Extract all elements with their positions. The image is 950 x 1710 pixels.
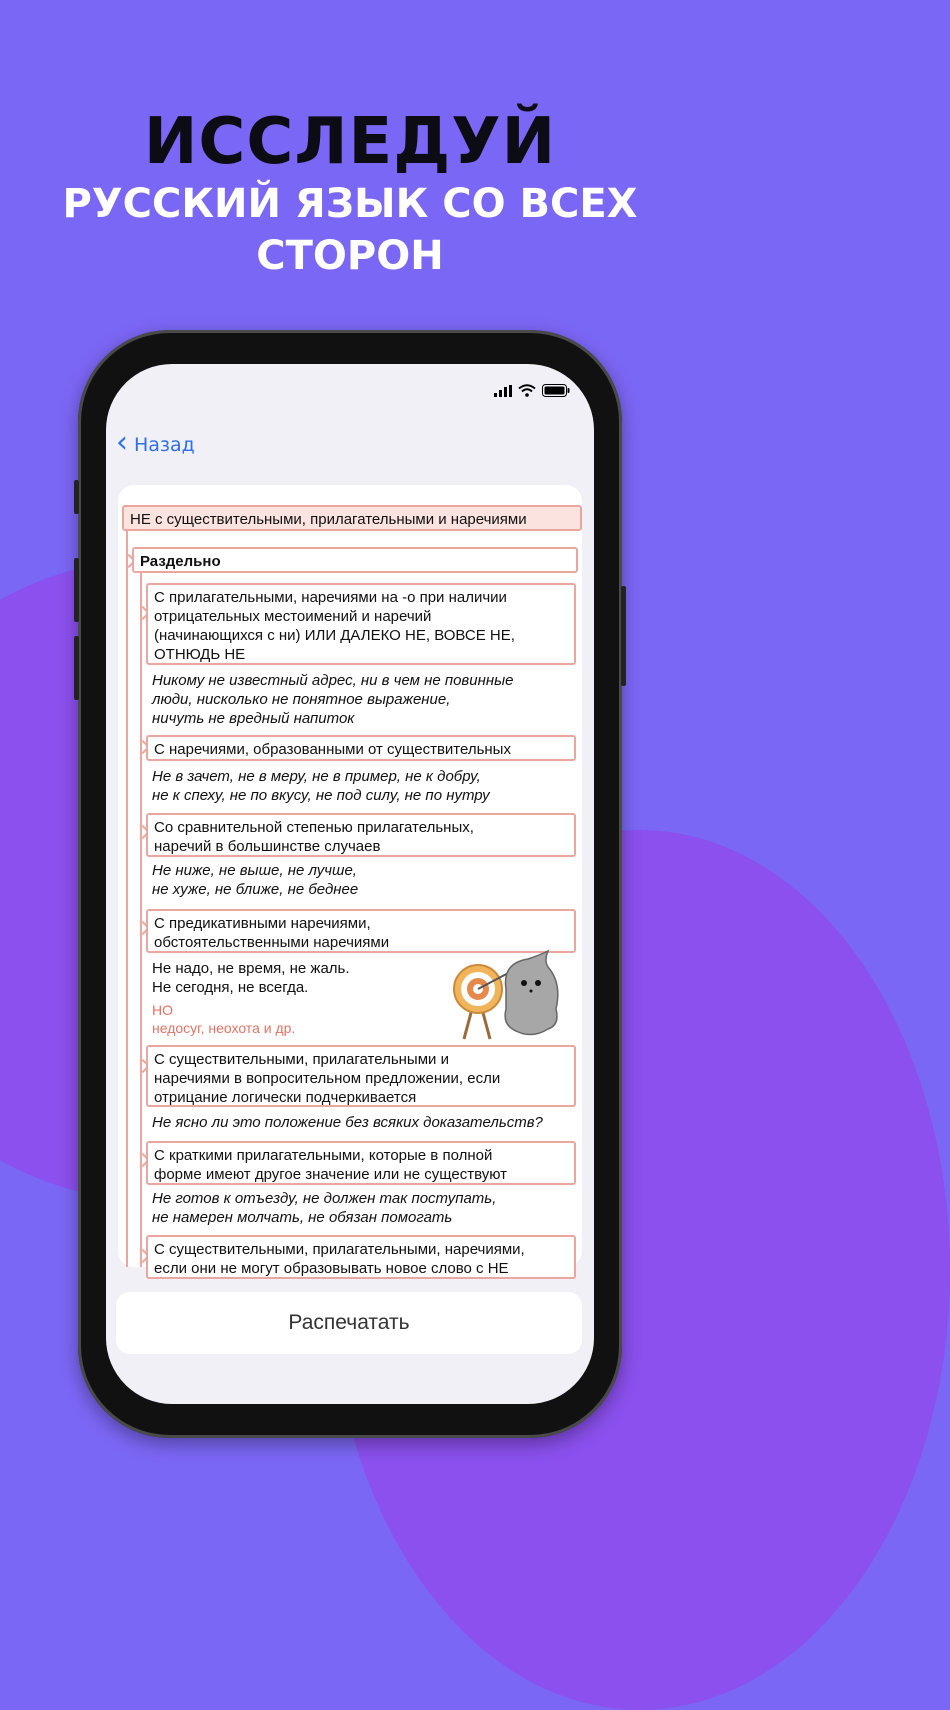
example-line: люди, нисколько не понятное выражение, [152, 691, 451, 708]
rule-example [152, 767, 572, 805]
print-button[interactable]: Распечатать [116, 1292, 582, 1354]
rule-box [146, 813, 576, 857]
status-bar [494, 384, 570, 397]
rule-box [146, 1045, 576, 1107]
back-label: Назад [134, 434, 195, 456]
phone-side-button [74, 480, 79, 514]
rule-line: С предикативными наречиями, [154, 915, 371, 932]
rule-example [152, 1113, 572, 1132]
rule-line: (начинающихся с ни) ИЛИ ДАЛЕКО НЕ, ВОВСЕ НЕ, [154, 627, 515, 644]
rule-line: наречий в большинстве случаев [154, 838, 381, 855]
rule-line: С прилагательными, наречиями на -о при наличии [154, 589, 507, 606]
phone-frame [78, 330, 622, 1438]
headline-subtitle-line2: СТОРОН [256, 233, 444, 279]
section-title: Раздельно [132, 547, 578, 573]
rule-line: если они не могут образовывать новое слово с НЕ [154, 1260, 509, 1277]
example-line: Никому не известный адрес, ни в чем не повинные [152, 672, 514, 689]
battery-icon [542, 384, 570, 397]
example-line: Не надо, не время, не жаль. [152, 960, 350, 977]
example-line: ничуть не вредный напиток [152, 710, 355, 727]
rule-line: отрицание логически подчеркивается [154, 1089, 417, 1106]
example-line: не хуже, не ближе, не беднее [152, 881, 359, 898]
rule-line: С наречиями, образованными от существительных [154, 741, 511, 758]
example-line: не к спеху, не по вкусу, не под силу, не по нутру [152, 787, 490, 804]
rule-line: отрицательных местоимений и наречий [154, 608, 432, 625]
phone-power-button [621, 586, 626, 686]
card-title: НЕ с существительными, прилагательными и наречиями [122, 505, 582, 531]
rule-box [146, 735, 576, 761]
rule-line: обстоятельственными наречиями [154, 934, 390, 951]
rule-line: С краткими прилагательными, которые в полной [154, 1147, 493, 1164]
back-button[interactable] [116, 425, 195, 460]
phone-volume-up [74, 558, 79, 622]
example-line: Не сегодня, не всегда. [152, 979, 309, 996]
rule-line: форме имеют другое значение или не существуют [154, 1166, 508, 1183]
rule-box [146, 909, 576, 953]
rule-example [152, 861, 572, 899]
headline-title: ИССЛЕДУЙ [143, 105, 557, 179]
rule-example [152, 671, 572, 728]
headline-subtitle-line1: РУССКИЙ ЯЗЫК СО ВСЕХ [62, 181, 638, 227]
rule-line: С существительными, прилагательными, наречиями, [154, 1241, 525, 1258]
exception-label: НО [152, 1002, 173, 1018]
mascot-target-illustration [452, 949, 564, 1041]
rule-line: наречиями в вопросительном предложении, если [154, 1070, 501, 1087]
rule-box [146, 1235, 576, 1279]
example-line: Не готов к отъезду, не должен так поступать, [152, 1190, 497, 1207]
wifi-icon [518, 384, 536, 397]
promo-headline [0, 104, 700, 284]
phone-volume-down [74, 636, 79, 700]
tree-line-outer [126, 525, 128, 1267]
rule-box [146, 1141, 576, 1185]
rule-box [146, 583, 576, 665]
rule-example [152, 1189, 572, 1227]
rule-line: Со сравнительной степенью прилагательных, [154, 819, 474, 836]
example-line: Не ниже, не выше, не лучше, [152, 862, 357, 879]
rule-line: С существительными, прилагательными и [154, 1051, 449, 1068]
example-line: не намерен молчать, не обязан помогать [152, 1209, 453, 1226]
rules-card[interactable] [118, 485, 582, 1277]
exception-text: недосуг, неохота и др. [152, 1020, 296, 1036]
example-line: Не ясно ли это положение без всяких доказательств? [152, 1114, 543, 1131]
rule-line: ОТНЮДЬ НЕ [154, 646, 246, 663]
example-line: Не в зачет, не в меру, не в пример, не к добру, [152, 768, 481, 785]
signal-icon [494, 385, 512, 397]
rule-exception [152, 1001, 295, 1037]
rule-example [152, 959, 452, 997]
phone-screen [106, 364, 594, 1404]
chevron-left-icon: ‹ [116, 425, 128, 460]
